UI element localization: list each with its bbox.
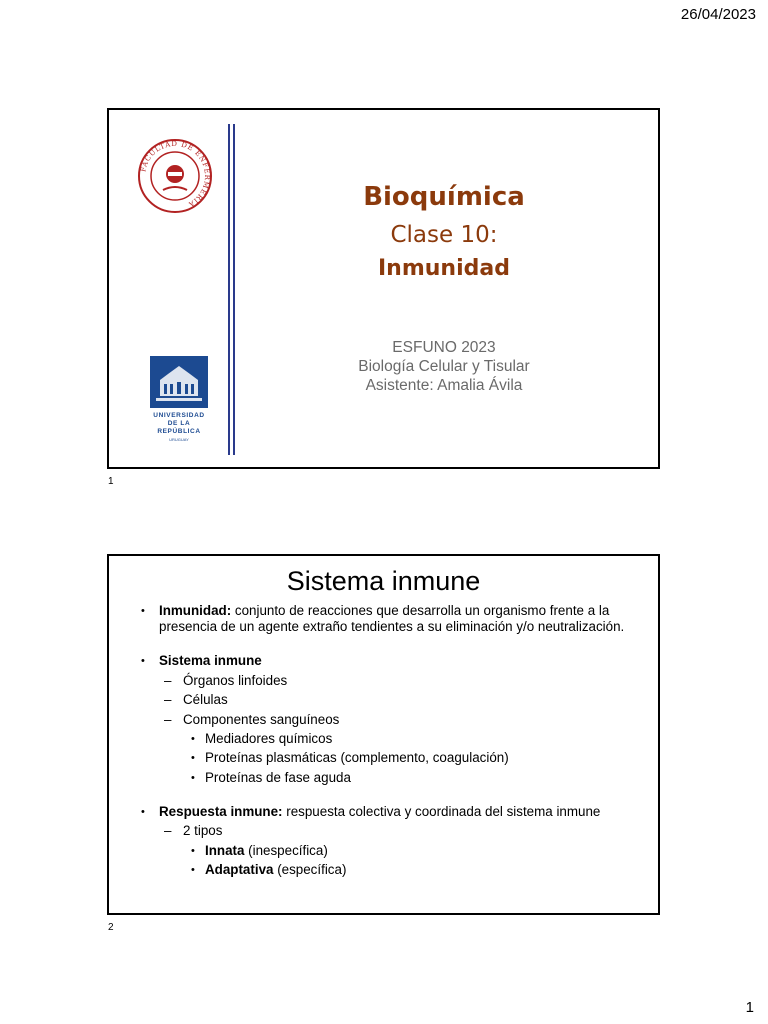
udelar-country: URUGUAY [169, 437, 189, 442]
course-line: Biología Celular y Tisular [358, 358, 530, 375]
slide-title: Bioquímica [363, 182, 525, 212]
sub-sub-item [139, 843, 639, 859]
sub-item: – Células [139, 692, 639, 708]
slide-1 [107, 108, 660, 469]
building-icon [150, 356, 208, 408]
course-line: Asistente: Amalia Ávila [365, 377, 523, 394]
slide-2 [107, 554, 660, 915]
svg-text:FACULTAD DE ENFERMERIA: FACULTAD DE ENFERMERIA [139, 139, 212, 209]
term: Inmunidad: [159, 603, 232, 618]
page-number: 1 [745, 999, 754, 1016]
divider-line [228, 124, 230, 455]
term: Respuesta inmune: [159, 803, 283, 819]
term: Sistema inmune [159, 653, 262, 669]
sub-item: – 2 tipos [139, 823, 639, 839]
universidad-republica-logo [148, 356, 210, 442]
description: (inespecífica) [244, 842, 328, 858]
print-date: 26/04/2023 [680, 6, 756, 23]
bullet-respuesta-inmune [139, 804, 639, 820]
sub-sub-item: • Proteínas plasmáticas (complemento, coagulación) [139, 750, 639, 766]
slide-number: 2 [108, 922, 114, 933]
definition: conjunto de reacciones que desarrolla un organismo frente a la presencia de un agente extraño tendientes a su eliminación y/o neutralización. [159, 603, 625, 635]
slide-topic: Inmunidad [378, 256, 510, 281]
facultad-enfermeria-seal-logo [137, 138, 213, 214]
term: Innata [205, 842, 245, 858]
description: (específica) [273, 862, 347, 878]
slide-title: Sistema inmune [286, 566, 481, 596]
divider-line [233, 124, 235, 455]
udelar-name: UNIVERSIDAD DE LA REPÚBLICA [153, 412, 205, 435]
definition: respuesta colectiva y coordinada del sistema inmune [282, 803, 601, 819]
bullet-inmunidad [139, 603, 639, 635]
term: Adaptativa [205, 862, 274, 878]
sub-item: – Componentes sanguíneos [139, 712, 639, 728]
slide-body [139, 603, 639, 878]
bullet-sistema-inmune [139, 653, 639, 669]
sub-sub-item [139, 862, 639, 878]
sub-item: – Órganos linfoides [139, 673, 639, 689]
sub-sub-item: • Mediadores químicos [139, 731, 639, 747]
course-info [289, 338, 599, 395]
slide-subtitle: Clase 10: [390, 222, 498, 248]
course-line: ESFUNO 2023 [392, 339, 496, 356]
slide-number: 1 [108, 476, 114, 487]
sub-sub-item: • Proteínas de fase aguda [139, 770, 639, 786]
